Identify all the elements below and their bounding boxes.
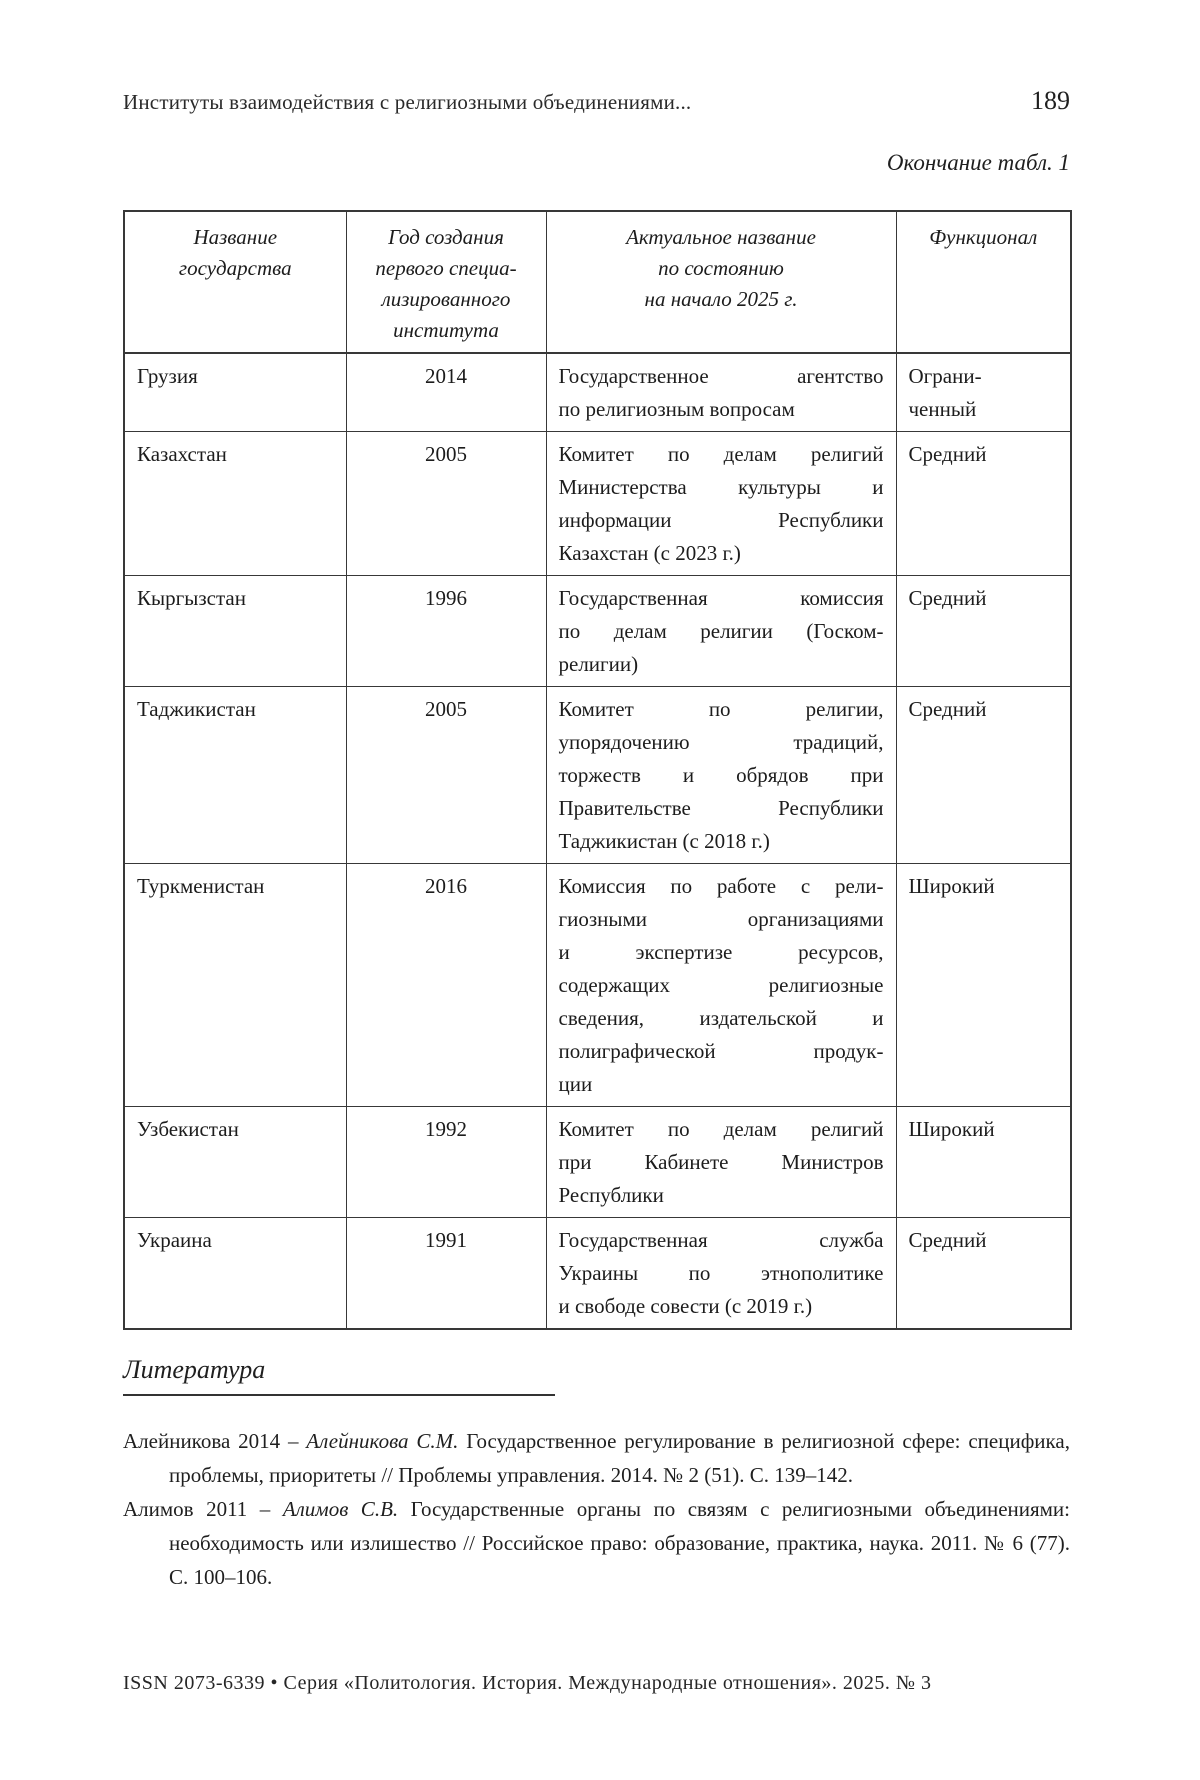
- reference-item: [123, 1424, 1070, 1492]
- cell-functional: Широкий: [896, 1107, 1071, 1218]
- cell-functional: Средний: [896, 576, 1071, 687]
- reference-author: Алимов С.В.: [282, 1497, 399, 1521]
- cell-year: 1996: [346, 576, 546, 687]
- reference-label: Алимов 2011 –: [123, 1497, 283, 1521]
- reference-label: Алейникова 2014 –: [123, 1429, 307, 1453]
- table-caption: Окончание табл. 1: [886, 150, 1070, 175]
- literature-heading: Литература: [123, 1355, 266, 1384]
- running-head: Институты взаимодействия с религиозными объединениями...: [123, 90, 692, 114]
- cell-year: 2016: [346, 864, 546, 1107]
- table-header-row: [124, 211, 1071, 353]
- cell-country: Узбекистан: [124, 1107, 346, 1218]
- footer-imprint: ISSN 2073-6339 • Серия «Политология. История. Международные отношения». 2025. № 3: [123, 1672, 932, 1694]
- reference-text: Государственное регулирование в религиозной сфере: специфика, проблемы, приоритеты // Проблемы управления. 2014. № 2 (51). С. 139–142.: [169, 1429, 1071, 1487]
- cell-year: 2005: [346, 432, 546, 576]
- cell-year: 2005: [346, 687, 546, 864]
- cell-current-name: Комиссия по работе с рели- гиозными организациями и экспертизе ресурсов, содержащих религиозные сведения, издательской и полиграфической продук- ции: [546, 864, 896, 1107]
- table-row: [124, 432, 1071, 576]
- cell-functional: Широкий: [896, 864, 1071, 1107]
- header-year: Год создания первого специа- лизированного института: [346, 211, 546, 353]
- cell-country: Таджикистан: [124, 687, 346, 864]
- cell-country: Казахстан: [124, 432, 346, 576]
- table-row: [124, 353, 1071, 432]
- table-row: [124, 1107, 1071, 1218]
- header-functional: Функционал: [896, 211, 1071, 353]
- table-row: [124, 864, 1071, 1107]
- cell-year: 2014: [346, 353, 546, 432]
- header-country: Название государства: [124, 211, 346, 353]
- cell-country: Туркменистан: [124, 864, 346, 1107]
- cell-current-name: Государственное агентство по религиозным вопросам: [546, 353, 896, 432]
- reference-text: Государственные органы по связям с религиозными объединениями: необходимость или излишество // Российское право: образование, практика, наука. 2011. № 6 (77). С. 100–106.: [169, 1497, 1071, 1589]
- cell-current-name: Государственная служба Украины по этнополитике и свободе совести (с 2019 г.): [546, 1218, 896, 1330]
- table-row: [124, 687, 1071, 864]
- cell-country: Кыргызстан: [124, 576, 346, 687]
- cell-country: Украина: [124, 1218, 346, 1330]
- cell-current-name: Комитет по религии, упорядочению традиций, торжеств и обрядов при Правительстве Республики Таджикистан (с 2018 г.): [546, 687, 896, 864]
- cell-functional: Ограни- ченный: [896, 353, 1071, 432]
- cell-functional: Средний: [896, 432, 1071, 576]
- table-row: [124, 1218, 1071, 1330]
- cell-current-name: Государственная комиссия по делам религии (Госком- религии): [546, 576, 896, 687]
- cell-current-name: Комитет по делам религий при Кабинете Министров Республики: [546, 1107, 896, 1218]
- cell-functional: Средний: [896, 687, 1071, 864]
- page-number: 189: [1031, 86, 1070, 115]
- header-current-name: Актуальное название по состоянию на начало 2025 г.: [546, 211, 896, 353]
- cell-year: 1991: [346, 1218, 546, 1330]
- cell-functional: Средний: [896, 1218, 1071, 1330]
- cell-year: 1992: [346, 1107, 546, 1218]
- literature-rule: [123, 1394, 555, 1396]
- references-list: [123, 1424, 1070, 1594]
- reference-author: Алейникова С.М.: [306, 1429, 459, 1453]
- cell-country: Грузия: [124, 353, 346, 432]
- reference-item: [123, 1492, 1070, 1594]
- table-row: [124, 576, 1071, 687]
- institutions-table: [123, 210, 1072, 1330]
- cell-current-name: Комитет по делам религий Министерства культуры и информации Республики Казахстан (с 2023 г.): [546, 432, 896, 576]
- running-head-row: [123, 86, 1070, 116]
